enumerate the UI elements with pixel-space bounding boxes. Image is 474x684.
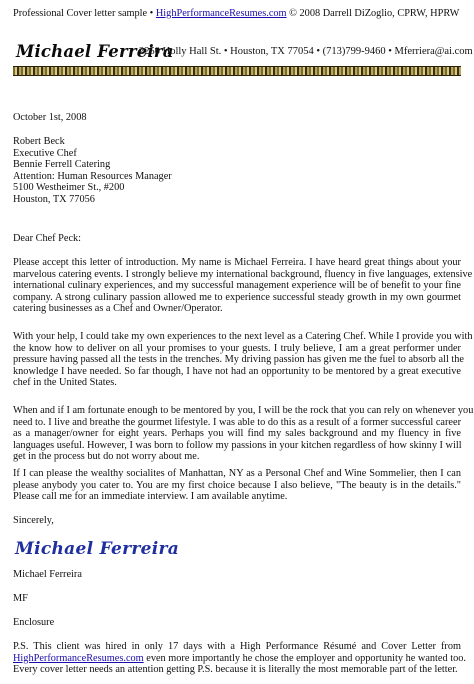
recipient-line: Robert Beck [13,136,65,147]
paragraph-1 [13,257,473,315]
initials: MF [13,593,28,604]
paragraph-2 [13,331,473,389]
recipient-line: Bennie Ferrell Catering [13,159,111,171]
paragraph-line: international culinary experiences, and my successful management experience will be of benefit to your fine [13,280,461,292]
paragraph-line: the know how to deliver on all your promises to your guests. I truly believe, I am a great performer under [13,342,461,354]
recipient-line: Attention: Human Resources Manager [13,170,172,182]
paragraph-line: Please accept this letter of introduction. My name is Michael Ferreira. I have heard great things about your [13,257,461,268]
recipient-line: Executive Chef [13,147,77,159]
postscript-link[interactable]: HighPerformanceResumes.com [13,652,144,664]
document-source-line [13,8,459,20]
recipient-line: Houston, TX 77056 [13,193,95,205]
handwritten-signature: Michael Ferreira [15,539,180,559]
paragraph-line: as a manager/owner for eight years. Perhaps you will find my sales background and my fluency in five [13,428,461,440]
source-copyright: © 2008 Darrell DiZoglio, CPRW, HPRW [286,8,460,19]
paragraph-line: get in the process but do not worry about me. [13,451,200,463]
letterhead-address: 2250 Holly Hall St. • Houston, TX 77054 • (713)799-9460 • Mferriera@ai.com [139,46,473,57]
letterhead [16,42,473,62]
paragraph-4 [13,468,461,503]
source-link[interactable]: HighPerformanceResumes.com [155,8,287,19]
postscript-line: Every cover letter needs an attention getting P.S. because it is literally the most memorable part of the letter. [13,664,458,676]
salutation: Dear Chef Peck: [13,233,82,244]
recipient-line: 5100 Westheimer St., #200 [13,182,125,194]
paragraph-3 [13,405,474,463]
decorative-border [13,66,461,76]
typed-name: Michael Ferreira [13,569,82,580]
paragraph-line: When and if I am fortunate enough to be mentored by you, I will be the rock that you can rely on whenever you [13,405,474,416]
paragraph-line: need to. I live and breathe the gourmet lifestyle. I was able to do this as a result of a former successful career [13,416,461,428]
paragraph-line: pressure having passed all the tests in the trenches. My driving passion has given me the fuel to absorb all the [13,354,464,366]
paragraph-line: chef in the United States. [13,377,117,389]
enclosure-note: Enclosure [13,617,55,628]
postscript-line: P.S. This client was hired in only 17 days with a High Performance Résumé and Cover Letter from [13,641,461,652]
paragraph-line: knowledge I have needed. So far though, I have not had an opportunity to be mentored by a great executive [13,365,461,377]
paragraph-line: Please call me for an immediate interview. I am available anytime. [13,491,288,503]
closing: Sincerely, [13,515,54,526]
postscript-line [13,652,466,665]
paragraph-line: marvelous catering events. I strongly believe my international background, fluency in five languages, extensive [13,268,473,280]
recipient-address [13,136,172,206]
paragraph-line: If I can please the wealthy socialites of Manhattan, NY as a Personal Chef and Wine Sommelier, then I can [13,468,461,479]
paragraph-line: catering businesses as a Chef and Owner/Operator. [13,303,223,315]
letterhead-name: Michael Ferreira [16,42,174,62]
letter-date: October 1st, 2008 [13,112,87,123]
postscript [13,641,466,676]
postscript-line-rest: even more importantly he chose the employer and opportunity he wanted too. [143,652,466,664]
paragraph-line: With your help, I could take my own experiences to the next level as a Catering Chef. While I provide you with [13,331,473,342]
source-prefix: Professional Cover letter sample • [13,8,156,19]
paragraph-line: languages useful. However, I was born to follow my passions in your kitchen regardless of how skinny I will [13,439,462,451]
paragraph-line: please anybody you cater to. You are my first choice because I also believe, "The beauty is in the details." [13,479,461,491]
paragraph-line: company. A strong culinary passion allowed me to experience successful steady growth in my own gourmet [13,291,461,303]
